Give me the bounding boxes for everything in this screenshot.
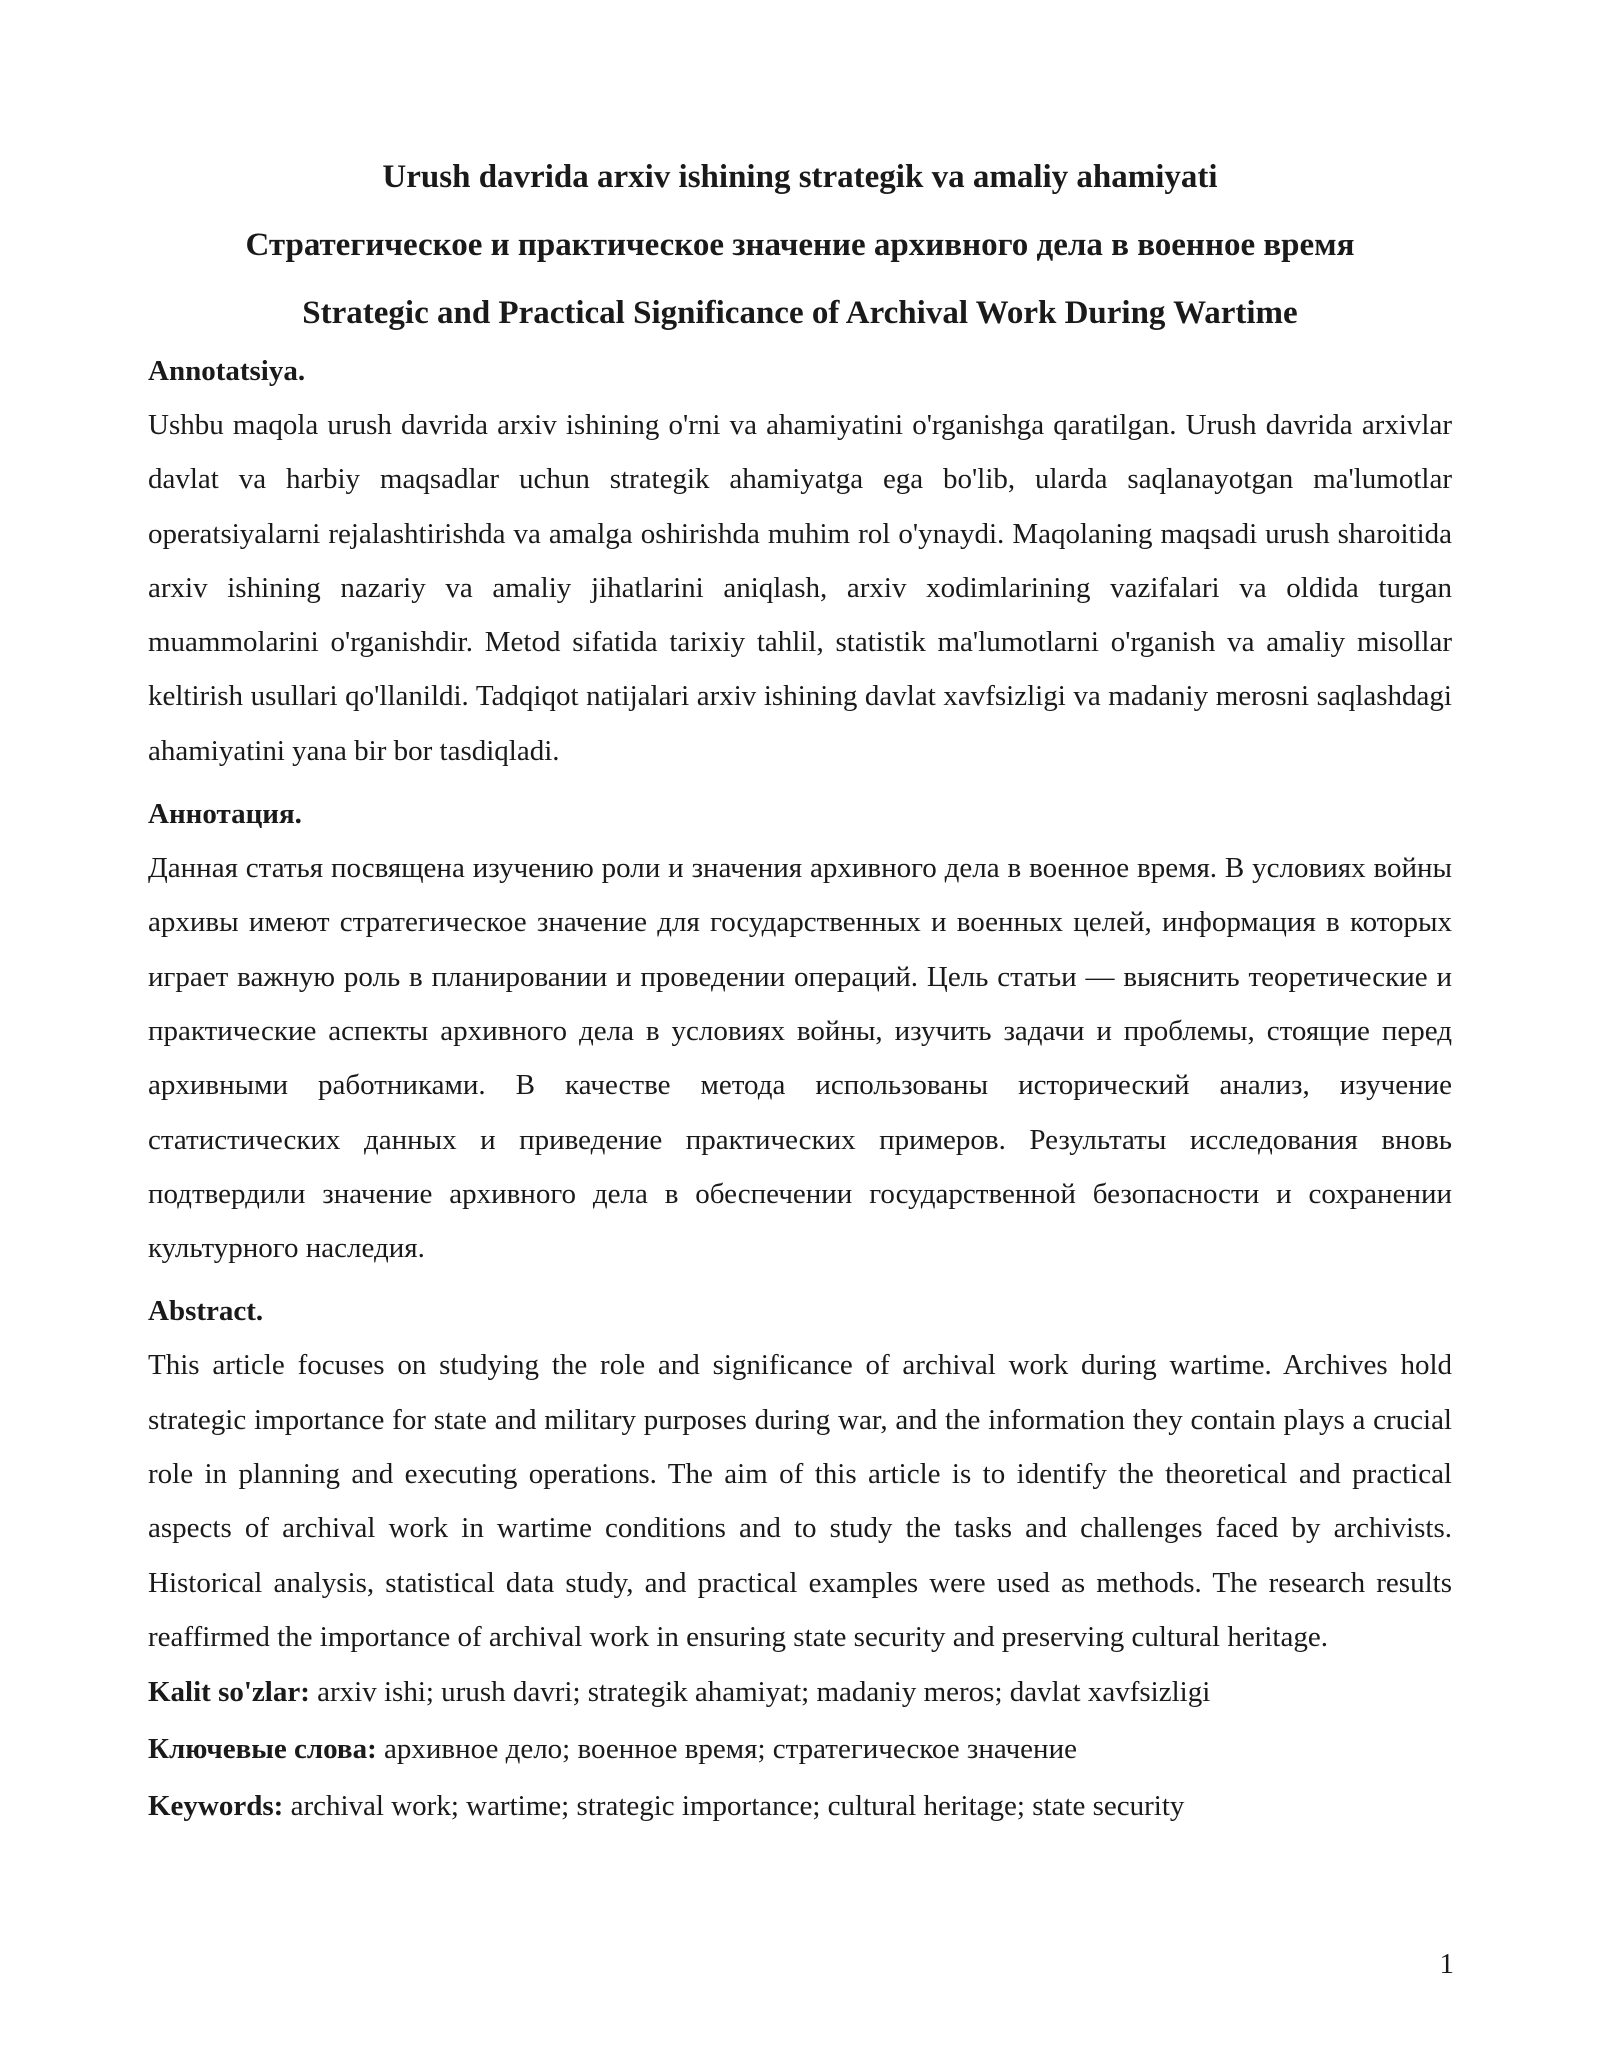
keywords-uzbek-text: arxiv ishi; urush davri; strategik ahamiyat; madaniy meros; davlat xavfsizligi bbox=[309, 1676, 1211, 1709]
keywords-russian-text: архивное дело; военное время; стратегическое значение bbox=[376, 1733, 1077, 1766]
abstract-english-text: This article focuses on studying the role and significance of archival work during wartime. Archives hold strategic importance for state and military purposes during war, and the information they contain plays a crucial role in planning and executing operations. The aim of this article is to identify the theoretical and practical aspects of archival work in wartime conditions and to study the tasks and challenges faced by archivists. Historical analysis, statistical data study, and practical examples were used as methods. The research results reaffirmed the importance of archival work in ensuring state security and preserving cultural heritage. bbox=[148, 1349, 1452, 1653]
keywords-russian-line bbox=[148, 1721, 1452, 1778]
keywords-english-line bbox=[148, 1778, 1452, 1835]
title-russian: Стратегическое и практическое значение архивного дела в военное время bbox=[245, 227, 1355, 263]
keywords-english-label: Keywords: bbox=[148, 1790, 284, 1823]
annotation-uzbek-section bbox=[148, 350, 1452, 778]
annotation-russian-section bbox=[148, 793, 1452, 1275]
annotation-uzbek-text: Ushbu maqola urush davrida arxiv ishining o'rni va ahamiyatini o'rganishga qaratilgan. Urush davrida arxivlar davlat va harbiy maqsadlar uchun strategik ahamiyatga ega bo'lib, ularda saqlanayotgan ma'lumotlar operatsiyalarni rejalashtirishda va amalga oshirishda muhim rol o'ynaydi. Maqolaning maqsadi urush sharoitida arxiv ishining nazariy va amaliy jihatlarini aniqlash, arxiv xodimlarining vazifalari va oldida turgan muammolarini o'rganishdir. Metod sifatida tarixiy tahlil, statistik ma'lumotlarni o'rganish va amaliy misollar keltirish usullari qo'llanildi. Tadqiqot natijalari arxiv ishining davlat xavfsizligi va madaniy merosni saqlashdagi ahamiyatini yana bir bor tasdiqladi. bbox=[148, 409, 1452, 767]
keywords-english-text: archival work; wartime; strategic importance; cultural heritage; state security bbox=[283, 1790, 1185, 1823]
abstract-english-heading: Abstract. bbox=[148, 1295, 264, 1328]
document-page bbox=[148, 0, 1452, 1835]
page-number: 1 bbox=[1439, 1948, 1454, 1980]
abstract-english-section bbox=[148, 1290, 1452, 1664]
title-english: Strategic and Practical Significance of Archival Work During Wartime bbox=[302, 295, 1298, 331]
annotation-russian-heading: Аннотация. bbox=[148, 798, 302, 831]
keywords-uzbek-line bbox=[148, 1664, 1452, 1721]
keywords-russian-label: Ключевые слова: bbox=[148, 1733, 377, 1766]
title-block bbox=[148, 0, 1452, 347]
title-uzbek: Urush davrida arxiv ishining strategik va amaliy ahamiyati bbox=[382, 159, 1218, 195]
annotation-russian-text: Данная статья посвящена изучению роли и значения архивного дела в военное время. В условиях войны архивы имеют стратегическое значение для государственных и военных целей, информация в которых играет важную роль в планировании и проведении операций. Цель статьи — выяснить теоретические и практические аспекты архивного дела в условиях войны, изучить задачи и проблемы, стоящие перед архивными работниками. В качестве метода использованы исторический анализ, изучение статистических данных и приведение практических примеров. Результаты исследования вновь подтвердили значение архивного дела в обеспечении государственной безопасности и сохранении культурного наследия. bbox=[148, 852, 1452, 1265]
keywords-section bbox=[148, 1664, 1452, 1835]
keywords-uzbek-label: Kalit so'zlar: bbox=[148, 1676, 310, 1709]
annotation-uzbek-heading: Annotatsiya. bbox=[148, 355, 306, 387]
